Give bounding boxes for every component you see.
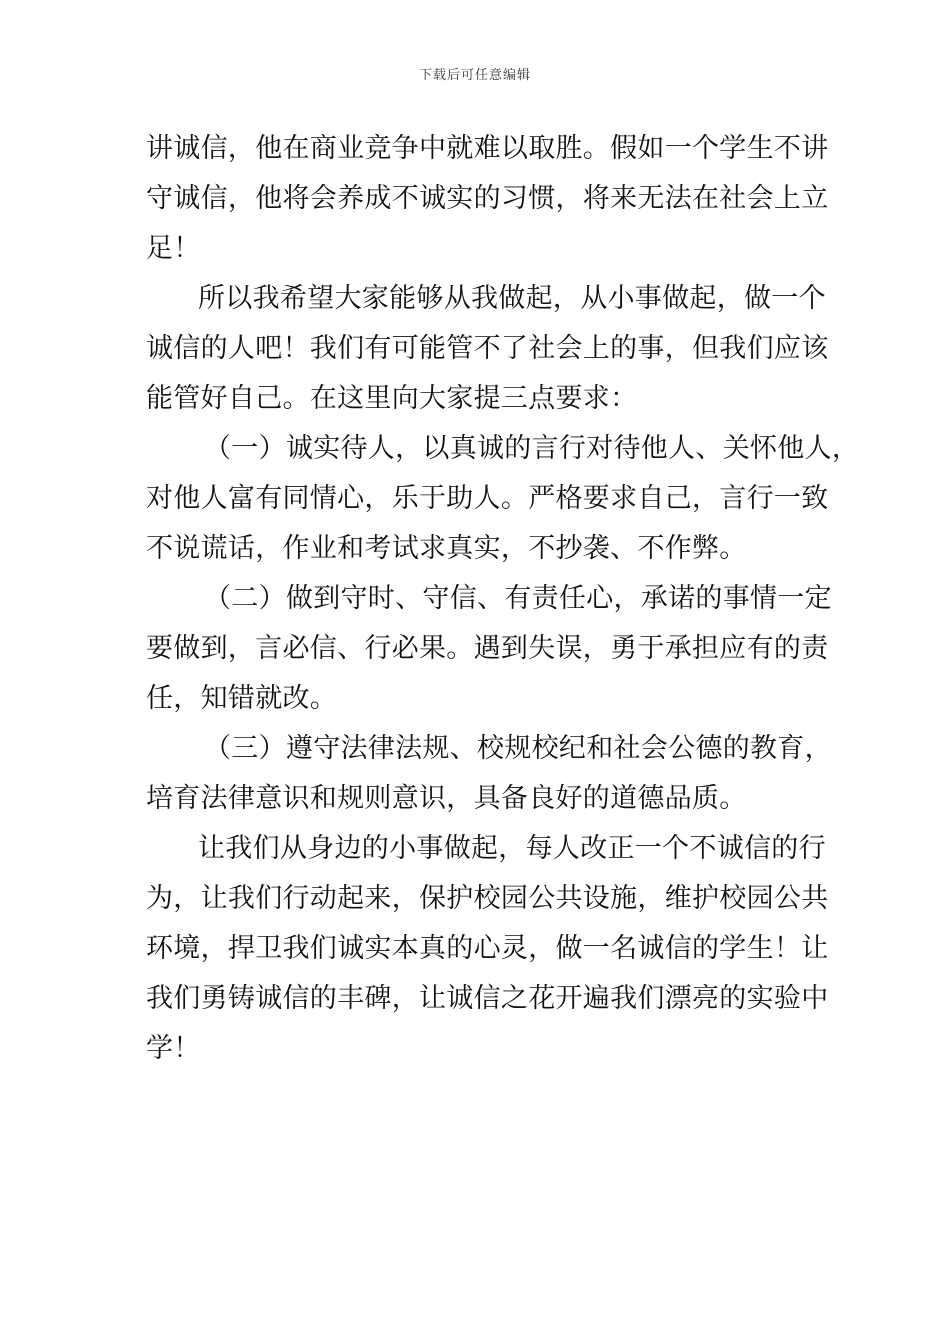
text-line: 诚信的人吧！我们有可能管不了社会上的事，但我们应该 [146,333,829,364]
list-item-3-line: （三）遵守法律法规、校规校纪和社会公德的教育， [204,733,832,764]
text-line: 讲诚信，他在商业竞争中就难以取胜。假如一个学生不讲 [146,133,829,164]
header-note: 下载后可任意编辑 [418,68,531,83]
text-line: 要做到，言必信、行必果。遇到失误，勇于承担应有的责 [146,633,829,664]
text-line: 我们勇铸诚信的丰碑，让诚信之花开遍我们漂亮的实验中 [146,983,829,1014]
document-body [146,124,860,1074]
text-line: 培育法律意识和规则意识，具备良好的道德品质。 [146,783,747,814]
text-line: 守诚信，他将会养成不诚实的习惯，将来无法在社会上立 [146,183,829,214]
text-line: 学！ [146,1033,201,1064]
list-item-1-line: （一）诚实待人，以真诚的言行对待他人、关怀他人， [204,433,860,464]
text-line: 任，知错就改。 [146,683,338,714]
text-line: 足！ [146,233,201,264]
list-item-2-line: （二）做到守时、守信、有责任心，承诺的事情一定 [204,583,832,614]
text-line: 不说谎话，作业和考试求真实，不抄袭、不作弊。 [146,533,747,564]
text-line: 能管好自己。在这里向大家提三点要求： [146,383,638,414]
text-line: 对他人富有同情心，乐于助人。严格要求自己，言行一致 [146,483,829,514]
text-line: 为，让我们行动起来，保护校园公共设施，维护校园公共 [146,883,829,914]
text-line: 环境，捍卫我们诚实本真的心灵，做一名诚信的学生！让 [146,933,829,964]
paragraph-start-line: 让我们从身边的小事做起，每人改正一个不诚信的行 [198,833,826,864]
paragraph-start-line: 所以我希望大家能够从我做起，从小事做起，做一个 [198,283,826,314]
